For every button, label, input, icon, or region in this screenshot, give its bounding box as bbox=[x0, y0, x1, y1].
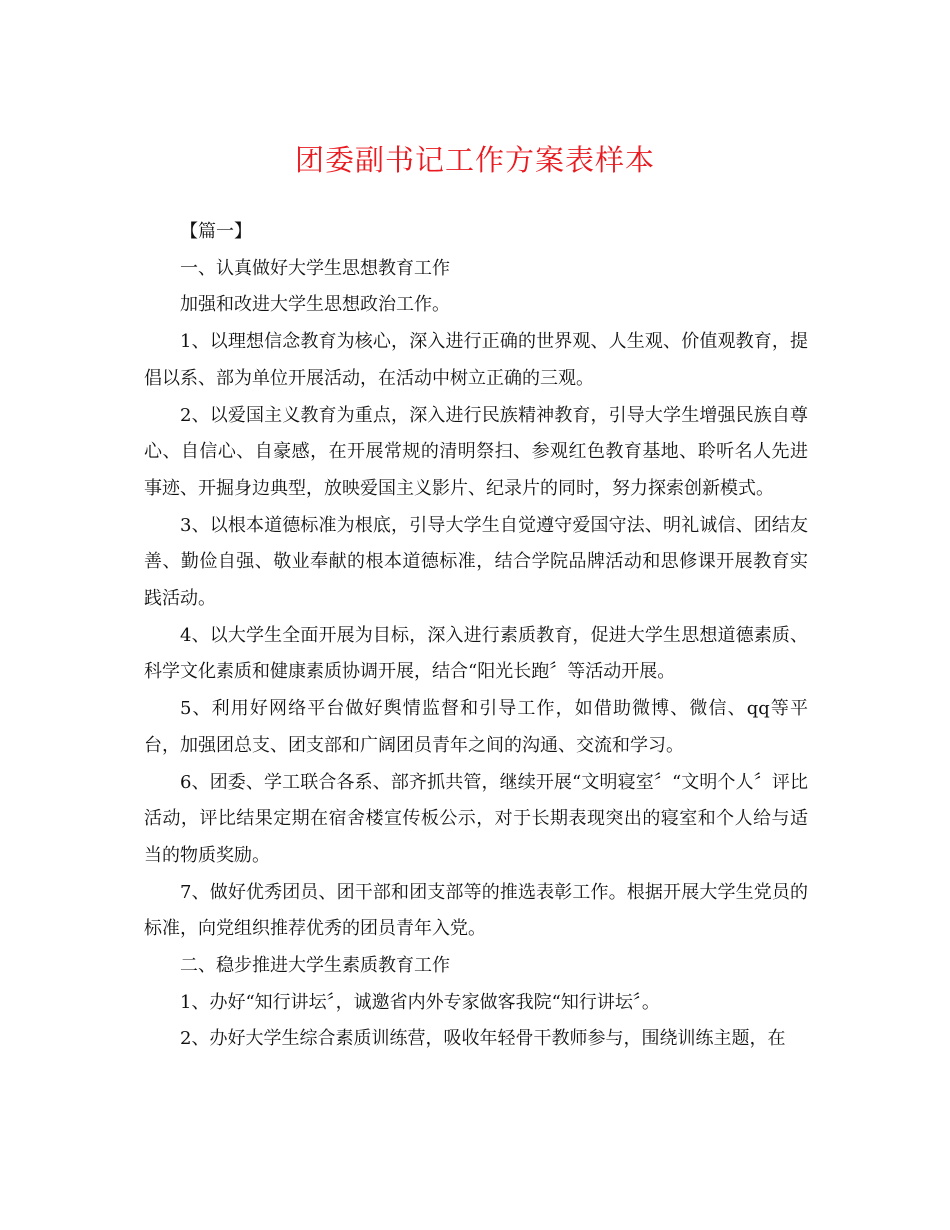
paragraph: 1、以理想信念教育为核心，深入进行正确的世界观、人生观、价值观教育，提倡以系、部为单位开展活动，在活动中树立正确的三观。 bbox=[144, 331, 808, 389]
paragraph: 加强和改进大学生思想政治工作。 bbox=[180, 294, 450, 316]
paragraph: 2、办好大学生综合素质训练营，吸收年轻骨干教师参与，围绕训练主题，在 bbox=[180, 1028, 786, 1050]
paragraph: 3、以根本道德标准为根底，引导大学生自觉遵守爱国守法、明礼诚信、团结友善、勤俭自强、敬业奉献的根本道德标准，结合学院品牌活动和思修课开展教育实践活动。 bbox=[144, 514, 808, 610]
heading-1: 一、认真做好大学生思想教育工作 bbox=[180, 257, 450, 279]
paragraph: 6、团委、学工联合各系、部齐抓共管，继续开展“文明寝室〞“文明个人〞评比活动，评比结果定期在宿舍楼宣传板公示，对于长期表现突出的寝室和个人给与适当的物质奖励。 bbox=[144, 771, 808, 866]
paragraph: 5、利用好网络平台做好舆情监督和引导工作，如借助微博、微信、qq等平台，加强团总支、团支部和广阔团员青年之间的沟通、交流和学习。 bbox=[144, 698, 808, 756]
document-body bbox=[144, 214, 808, 1058]
paragraph: 7、做好优秀团员、团干部和团支部等的推选表彰工作。根据开展大学生党员的标准，向党组织推荐优秀的团员青年入党。 bbox=[144, 881, 808, 940]
document-title: 团委副书记工作方案表样本 bbox=[294, 143, 655, 177]
paragraph: 4、以大学生全面开展为目标，深入进行素质教育，促进大学生思想道德素质、科学文化素质和健康素质协调开展，结合“阳光长跑〞等活动开展。 bbox=[144, 624, 808, 683]
section-label: 【篇一】 bbox=[180, 221, 252, 242]
paragraph: 2、以爱国主义教育为重点，深入进行民族精神教育，引导大学生增强民族自尊心、自信心、自豪感，在开展常规的清明祭扫、参观红色教育基地、聆听名人先进事迹、开掘身边典型，放映爱国主义影片、纪录片的同时，努力探索创新模式。 bbox=[144, 404, 808, 499]
heading-2: 二、稳步推进大学生素质教育工作 bbox=[180, 955, 450, 977]
paragraph: 1、办好“知行讲坛〞，诚邀省内外专家做客我院“知行讲坛〞。 bbox=[180, 991, 660, 1013]
